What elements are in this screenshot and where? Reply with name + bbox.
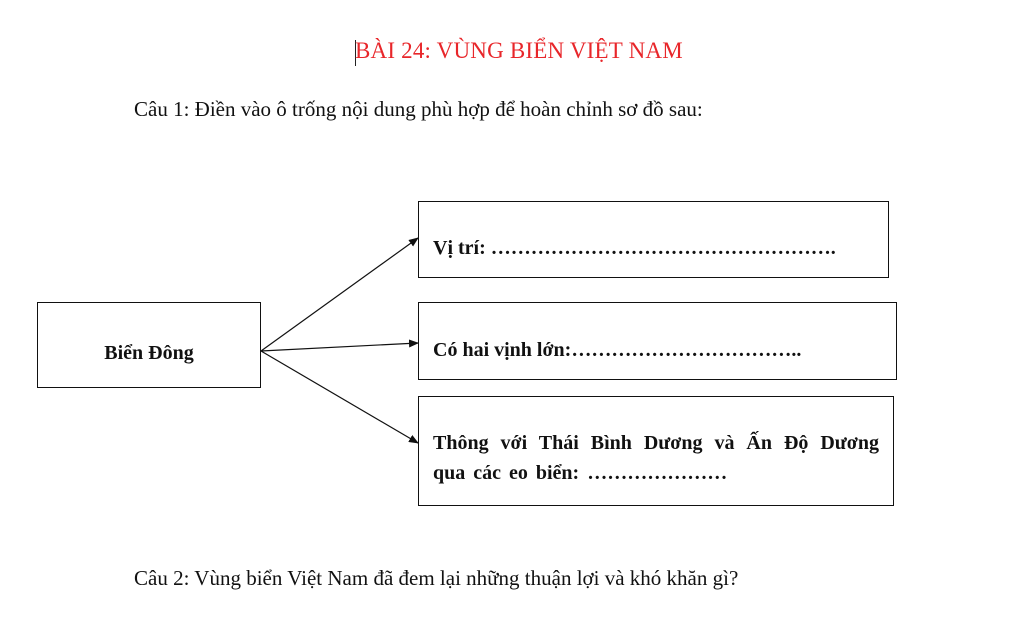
target-box-straits (418, 396, 894, 506)
target-box-gulfs-text: Có hai vịnh lớn:…………………………….. (433, 338, 802, 361)
arrow-to-position (261, 238, 418, 351)
question-2: Câu 2: Vùng biển Việt Nam đã đem lại những thuận lợi và khó khăn gì? (134, 566, 739, 590)
target-box-gulfs (418, 302, 897, 380)
arrow-to-straits (261, 351, 418, 443)
source-box-label: Biển Đông (104, 341, 194, 364)
target-box-position-text: Vị trí: ……………………………………………. (433, 237, 836, 259)
page-title: BÀI 24: VÙNG BIỂN VIỆT NAM (355, 38, 683, 63)
target-box-position (418, 201, 889, 278)
target-box-straits-text: Thông với Thái Bình Dương và Ấn Độ Dương qua các eo biển: ………………… (433, 432, 879, 484)
source-box-bien-dong (37, 302, 261, 388)
arrow-to-gulfs (261, 343, 418, 351)
question-1: Câu 1: Điền vào ô trống nội dung phù hợp để hoàn chỉnh sơ đồ sau: (134, 97, 703, 121)
